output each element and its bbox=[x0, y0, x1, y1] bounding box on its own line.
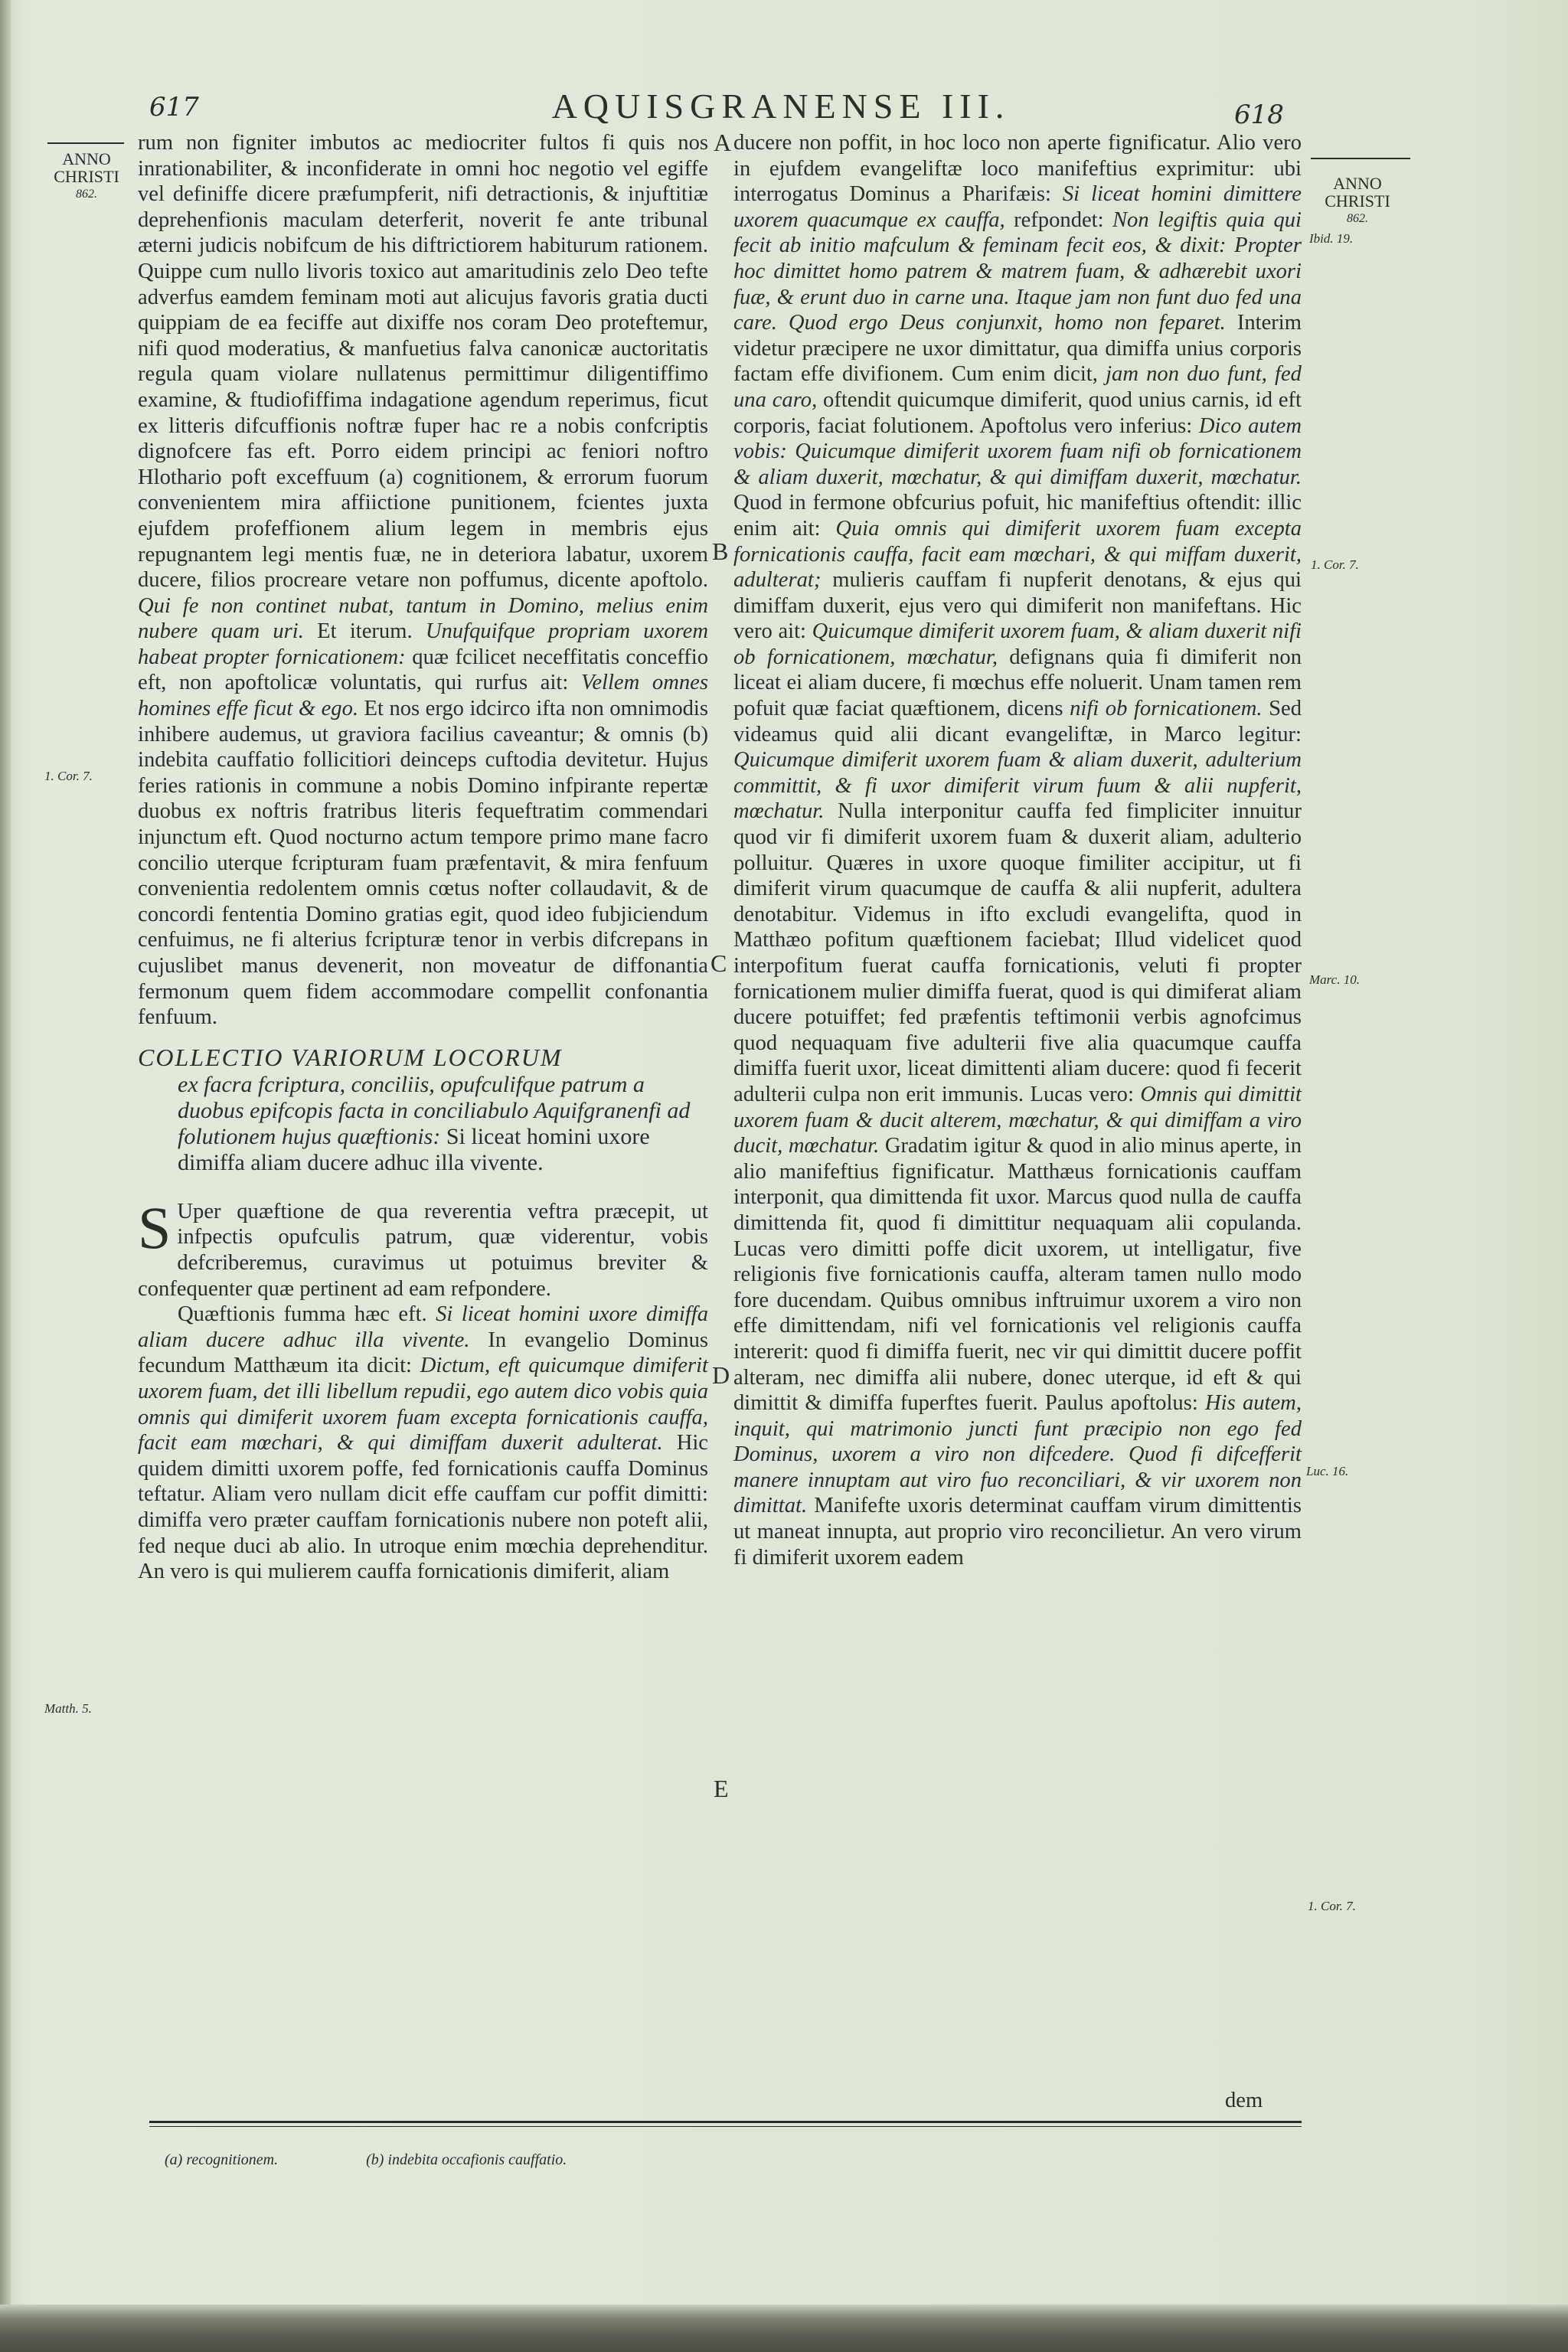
quote-run: Quicumque dimiferit uxorem fuam, & aliam duxerit nifi ob fornicationem, mœchatur, bbox=[733, 619, 1302, 669]
text-run: Manifefte uxoris determinat cauffam virum dimittentis ut maneat innupta, aut proprio viro reconcilietur. An vero virum fi dimiferit uxorem eadem bbox=[733, 1494, 1302, 1570]
text-run: Gradatim igitur & quod in alio minus aperte, in alio manifeftius fignificatur. Matthæus fornicationis cauffam interponit, qua dimittenda fit uxor. Marcus quod nulla de cauffa dimittenda fit, quod fi dimittitur nequaquam alii copulanda. Lucas vero dimitti poffe dicit uxorem, ut intelligatur, five religionis five fornicationis cauffa, alteram tamen nullo modo fore ducendam. Quibus omnibus inftruimur uxorem a viro non effe dimittendam, nifi vel fornicationis vel religionis cauffa intererit: quod fi dimiffa fuerit, nec vir qui dimittit ducere poffit alteram, nec dimiffa alii nubere, donec uterque, id eft & qui dimittit & dimiffa fuperftes fuerit. Paulus apoftolus: bbox=[733, 1134, 1302, 1416]
footnote-rule-thin bbox=[149, 2126, 1302, 2127]
margin-note-marc: Marc. 10. bbox=[1309, 972, 1360, 987]
text-run: rum non figniter imbutos ac mediocriter fultos fi quis nos inrationabiliter, & inconfiderate in omni hoc negotio vel egiffe vel definiffe dicere præfumpferit, nifi detractionis, & injuftitiæ deprehenfionis maculam deterferit, noverit fe ante tribunal æterni judicis nobifcum de his diftrictiorem habiturum rationem. Quippe cum nullo livoris toxico aut amaritudinis zelo Deo tefte adverfus eamdem feminam moti aut alicujus favoris gratia ducti quippiam de ea feciffe aut dixiffe nos coram Deo proteftemur, nifi quod moderatius, & manfuetius falva canonicæ auctoritatis regula quam violare nullatenus permittimur diligentiffimo examine, & ftudiofiffima indagatione agendum reperimus, ficut ex litteris difcuffionis noftræ fuper hac re a nobis confcriptis dignofcere fas eft. Porro eidem principi ac feniori noftro Hlothario poft exceffuum (a) cognitionem, & errorum fuorum convenientem mira affiictione punitionem, fcientes juxta ejufdem profeffionem alium legem in membris ejus repugnantem legi mentis fuæ, ne in deteriora labatur, uxorem ducere, filios procreare vetare non poffumus, dicente apoftolo. bbox=[138, 131, 708, 593]
section-letter-a: A bbox=[714, 129, 732, 156]
margin-note-ibid: Ibid. 19. bbox=[1309, 231, 1354, 246]
margin-rule-left bbox=[47, 142, 124, 144]
margin-anno-right bbox=[1308, 175, 1407, 227]
margin-note-cor-right-1: 1. Cor. 7. bbox=[1311, 557, 1359, 572]
text-run: quæ fcilicet neceffitatis conceffio eft, non apoftolicæ voluntatis, qui rurfus ait: bbox=[138, 645, 708, 695]
text-run: Nulla interponitur cauffa fed fimpliciter innuitur quod vir fi dimiferit uxorem fuam & duxerit aliam, adulterio polluitur. Quæres in uxore quoque fimiliter accipitur, ut fi dimiferit virum quacumque de cauffa & alii nupferit, adultera denotabitur. Videmus in ifto excludi evangelifta, quod in Matthæo pofitum quæftionem faciebat; Illud videlicet quod interpofitum fuerat cauffa fornicationis, veluti fi propter fornicationem mulier dimiffa fuerat, quod is qui dimiferat aliam ducere potuiffet; fed præfentis teftimonii verbis agnofcimus quod nequaquam five adulterii five alia quacumque cauffa dimiffa fuerit uxor, liceat dimittenti aliam ducere: quod fi fecerit adulterii culpa non erit immunis. Lucas vero: bbox=[733, 799, 1302, 1106]
footnote-a: (a) recognitionem. bbox=[165, 2151, 279, 2168]
anno-year: 862. bbox=[1347, 212, 1368, 225]
quote-run: His autem, inquit, qui matrimonio juncti funt præcipio non ego fed Dominus, uxorem a viro non difcedere. Quod fi difcefferit manere innuptam aut viro fuo reconciliari, & vir uxorem non dimittat. bbox=[733, 1391, 1302, 1518]
text-run: In evangelio Dominus fecundum Matthæum ita dicit: bbox=[138, 1328, 708, 1378]
christi-label: CHRISTI bbox=[54, 167, 119, 186]
quote-run: Si liceat homini dimittere uxorem quacumque ex cauffa, bbox=[733, 182, 1302, 232]
footnote-b: (b) indebita occafionis cauffatio. bbox=[366, 2151, 567, 2168]
text-run: Sed videamus quid alii dicant evangeliftæ, in Marco legitur: bbox=[733, 697, 1302, 746]
text-run: ducere non poffit, in hoc loco non aperte fignificatur. Alio vero in ejufdem evangeliftæ loco manifeftius exprimitur: ubi interrogatus Dominus a Pharifæis: bbox=[733, 131, 1302, 207]
left-column bbox=[138, 130, 708, 1585]
quote-run: Quicumque dimiferit uxorem fuam & aliam duxerit, adulterium committit, & fi uxor dimiferit virum fuum & alii nupferit, mœchatur. bbox=[733, 748, 1302, 824]
text-run: Et iterum. bbox=[317, 619, 413, 644]
quote-run: Omnis qui dimittit uxorem fuam & ducit alterem, mœchatur, & qui dimiffam a viro ducit, mœchatur. bbox=[733, 1082, 1302, 1158]
text-run: Interim videtur præcipere ne uxor dimittatur, qua dimiffa unius corporis factam effe divifionem. Cum enim dicit, bbox=[733, 311, 1302, 387]
heading-subtitle bbox=[138, 1072, 708, 1176]
christi-label: CHRISTI bbox=[1325, 191, 1390, 211]
text-run: Quæftionis fumma hæc eft. bbox=[178, 1302, 427, 1327]
section-letter-d: D bbox=[712, 1361, 730, 1389]
drop-cap: S bbox=[138, 1194, 172, 1261]
text-run: refpondet: bbox=[1014, 207, 1104, 232]
quote-run: Vellem omnes homines effe ficut & ego. bbox=[138, 671, 708, 721]
anno-label: ANNO bbox=[1333, 174, 1382, 193]
quote-run: Si liceat homini uxore dimiffa aliam ducere adhuc illa vivente. bbox=[138, 1302, 708, 1352]
quote-run: Qui fe non continet nubat, tantum in Domino, melius enim nubere quam uri. bbox=[138, 593, 708, 644]
quote-run: Unufquifque propriam uxorem habeat propter fornicationem: bbox=[138, 619, 708, 669]
running-title: AQUISGRANENSE III. bbox=[551, 87, 1011, 126]
text-run: defignans quia fi dimiferit non liceat ei aliam ducere, fi mœchus effe noluerit. Unam tamen rem pofuit quæ faciat quæftionem, dicens bbox=[733, 645, 1302, 721]
margin-note-luc: Luc. 16. bbox=[1306, 1464, 1349, 1478]
page-header bbox=[0, 86, 1568, 132]
margin-note-cor-right-2: 1. Cor. 7. bbox=[1308, 1899, 1356, 1913]
anno-label: ANNO bbox=[62, 149, 111, 168]
binding-edge bbox=[0, 0, 11, 2352]
margin-anno-left bbox=[44, 150, 129, 203]
text-run: Quod in fermone obfcurius pofuit, hic manifeftius oftendit: illic enim ait: bbox=[733, 491, 1302, 541]
quote-run: nifi ob fornicationem. bbox=[1070, 697, 1263, 721]
text-run: Et nos ergo idcirco ifta non omnimodis inhibere audemus, ut graviora facilius caveantur; & omnis (b) indebita cauffatio follicitiori deinceps cuftodia devitetur. Hujus feries rationis in commune a nobis Domino infpirante repertæ duobus ex noftris fratribus literis fequeftratim commendari injunctum eft. Quod nocturno actum tempore primo mane facro concilio uterque fcripturam fuam præfentavit, & mira fenfuum convenientia redolentem omnis cœtus nofter collaudavit, & de concordi fententia Domino gratias egit, quod ideo fubjiciendum cenfuimus, ne fi alterius fcripturæ tenor in verbis difcrepans in cujuslibet manus devenerit, non moveatur de diffonantia fermonum quem fidem accommodare compellit confonantia fenfuum. bbox=[138, 697, 708, 1030]
collection-heading bbox=[138, 1044, 708, 1176]
page-bottom-edge bbox=[0, 2305, 1568, 2352]
heading-question: Si liceat homini uxore dimiffa aliam ducere adhuc illa vivente. bbox=[178, 1123, 650, 1175]
margin-note-cor-left: 1. Cor. 7. bbox=[44, 769, 93, 783]
catchword: dem bbox=[1225, 2089, 1263, 2112]
margin-note-matth: Matth. 5. bbox=[44, 1701, 92, 1716]
section-letter-c: C bbox=[710, 949, 727, 977]
quote-run: Non legiftis quia qui fecit ab initio mafculum & feminam fecit eos, & dixit: Propter hoc dimittet homo patrem & matrem fuam, & adhærebit uxori fuæ, & erunt duo in carne una. Itaque jam non funt duo fed una care. Quod ergo Deus conjunxit, homo non feparet. bbox=[733, 207, 1302, 335]
text-run: oftendit quicumque dimiferit, quod unius carnis, id eft corporis, faciat folutionem. Apoftolus vero inferius: bbox=[733, 387, 1302, 438]
quote-run: Dictum, eft quicumque dimiferit uxorem fuam, det illi libellum repudii, ego autem dico vobis quia omnis qui dimiferit uxorem fuam excepta fornicationis cauffa, facit eam mœchari, & qui dimiffam duxerit adulterat. bbox=[138, 1354, 708, 1455]
right-paragraph bbox=[733, 130, 1302, 1570]
left-paragraph-3 bbox=[138, 1302, 708, 1585]
text-run: mulieris cauffam fi nupferit denotans, & ejus qui dimiffam duxerit, ejus vero qui dimiferit non manifeftans. Hic vero ait: bbox=[733, 568, 1302, 644]
page-number-right: 618 bbox=[1234, 100, 1284, 130]
right-column bbox=[733, 130, 1302, 1570]
section-letter-e: E bbox=[714, 1775, 729, 1802]
text-run: Hic quidem dimitti uxorem poffe, fed fornicationis cauffa Dominus teftatur. Aliam vero nullam dicit effe cauffam cur poffit dimitti: dimiffa vero præter cauffam fornicationis nubere non poteft alii, fed neque duci ab alio. In utroque enim mœchia deprehenditur. An vero is qui mulierem cauffa fornicationis dimiferit, aliam bbox=[138, 1431, 708, 1584]
heading-rest: ex facra fcriptura, conciliis, opufculifque patrum a duobus epifcopis facta in conciliabulo Aquifgranenfi ad folutionem hujus quæftionis: bbox=[178, 1071, 691, 1149]
footnote-rule bbox=[149, 2121, 1302, 2123]
footnotes bbox=[165, 2151, 1313, 2169]
section-letter-b: B bbox=[712, 537, 729, 565]
heading-caps: COLLECTIO VARIORUM LOCORUM bbox=[138, 1043, 563, 1071]
quote-run: jam non duo funt, fed una caro, bbox=[733, 362, 1302, 412]
page-number-left: 617 bbox=[149, 92, 199, 122]
quote-run: Quia omnis qui dimiferit uxorem fuam excepta fornicationis cauffa, facit eam mœchari, & qui miffam duxerit, adulterat; bbox=[733, 516, 1302, 593]
anno-year: 862. bbox=[76, 188, 97, 201]
quote-run: Dico autem vobis: Quicumque dimiferit uxorem fuam nifi ob fornicationem & aliam duxerit, mœchatur, & qui dimiffam duxerit, mœchatur. bbox=[733, 413, 1302, 489]
text-run: Uper quæftione de qua reverentia veftra præcepit, ut infpectis opufculis patrum, quæ viderentur, vobis defcriberemus, curavimus ut potuimus breviter & confequenter quæ pertinent ad eam refpondere. bbox=[138, 1199, 708, 1301]
margin-rule-right bbox=[1311, 158, 1410, 159]
left-paragraph-2 bbox=[138, 1194, 708, 1302]
left-paragraph-1 bbox=[138, 130, 708, 1031]
